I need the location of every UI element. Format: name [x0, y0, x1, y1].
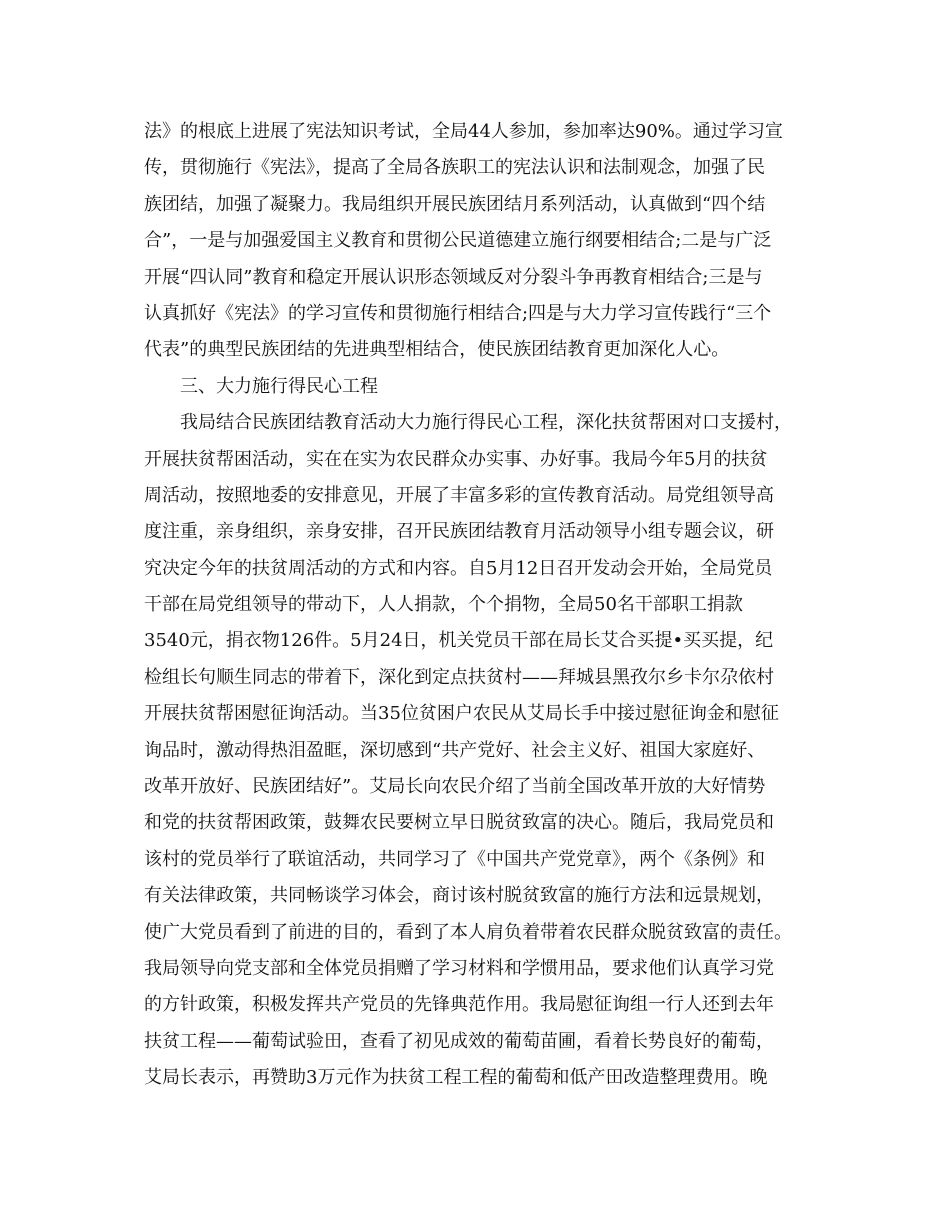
section-heading: 三、大力施行得民心工程 — [180, 375, 378, 397]
text-line: 使广大党员看到了前进的目的，看到了本人肩负着带着农民群众脱贫致富的责任。 — [144, 921, 792, 943]
text-line: 我局领导向党支部和全体党员捐赠了学习材料和学惯用品，要求他们认真学习党 — [144, 957, 774, 979]
text-line: 的方针政策，积极发挥共产党员的先锋典范作用。我局慰征询组一行人还到去年 — [144, 994, 774, 1016]
text-line: 有关法律政策，共同畅谈学习体会，商讨该村脱贫致富的施行方法和远景规划， — [144, 885, 774, 907]
text-line: 艾局长表示，再赞助3万元作为扶贫工程工程的葡萄和低产田改造整理费用。晚 — [144, 1067, 768, 1089]
text-line: 干部在局党组领导的带动下，人人捐款，个个捐物，全局50名干部职工捐款 — [144, 594, 743, 616]
text-line: 合”，一是与加强爱国主义教育和贯彻公民道德建立施行纲要相结合;二是与广泛 — [144, 230, 772, 252]
text-line: 度注重，亲身组织，亲身安排，召开民族团结教育月活动领导小组专题会议，研 — [144, 521, 774, 543]
text-line: 开展扶贫帮困活动，实在在实为农民群众办实事、办好事。我局今年5月的扶贫 — [144, 448, 768, 470]
text-line: 该村的党员举行了联谊活动，共同学习了《中国共产党党章》，两个《条例》和 — [144, 848, 765, 870]
text-line: 和党的扶贫帮困政策，鼓舞农民要树立早日脱贫致富的决心。随后，我局党员和 — [144, 812, 774, 834]
text-line: 认真抓好《宪法》的学习宣传和贯彻施行相结合;四是与大力学习宣传践行“三个 — [144, 302, 772, 324]
text-line: 周活动，按照地委的安排意见，开展了丰富多彩的宣传教育活动。局党组领导高 — [144, 484, 774, 506]
paragraph-poverty-relief — [144, 405, 804, 1096]
text-line: 扶贫工程——葡萄试验田，查看了初见成效的葡萄苗圃，看着长势良好的葡萄， — [144, 1030, 774, 1052]
text-line: 询品时，激动得热泪盈眶，深切感到“共产党好、社会主义好、祖国大家庭好、 — [144, 739, 766, 761]
text-line: 法》的根底上进展了宪法知识考试，全局44人参加，参加率达90%。通过学习宣 — [144, 121, 783, 142]
paragraph-constitution-unity — [144, 114, 804, 369]
text-line: 开展“四认同”教育和稳定开展认识形态领域反对分裂斗争再教育相结合;三是与 — [144, 266, 763, 288]
text-line: 代表”的典型民族团结的先进典型相结合，使民族团结教育更加深化人心。 — [144, 339, 730, 361]
document-body — [144, 114, 804, 1097]
text-line: 究决定今年的扶贫周活动的方式和内容。自5月12日召开发动会开始，全局党员 — [144, 557, 773, 579]
text-line: 3540元，捐衣物126件。5月24日，机关党员干部在局长艾合买提•买买提，纪 — [144, 630, 774, 652]
text-line: 传，贯彻施行《宪法》，提高了全局各族职工的宪法认识和法制观念，加强了民 — [144, 157, 765, 179]
text-line: 族团结，加强了凝聚力。我局组织开展民族团结月系列活动，认真做到“四个结 — [144, 193, 766, 215]
text-line: 检组长句顺生同志的带着下，深化到定点扶贫村——拜城县黑孜尔乡卡尔尕依村 — [144, 666, 774, 688]
text-line: 开展扶贫帮困慰征询活动。当35位贫困户农民从艾局长手中接过慰征询金和慰征 — [144, 703, 779, 725]
text-line: 我局结合民族团结教育活动大力施行得民心工程，深化扶贫帮困对口支援村， — [180, 412, 792, 434]
text-line: 改革开放好、民族团结好”。艾局长向农民介绍了当前全国改革开放的大好情势 — [144, 776, 766, 798]
